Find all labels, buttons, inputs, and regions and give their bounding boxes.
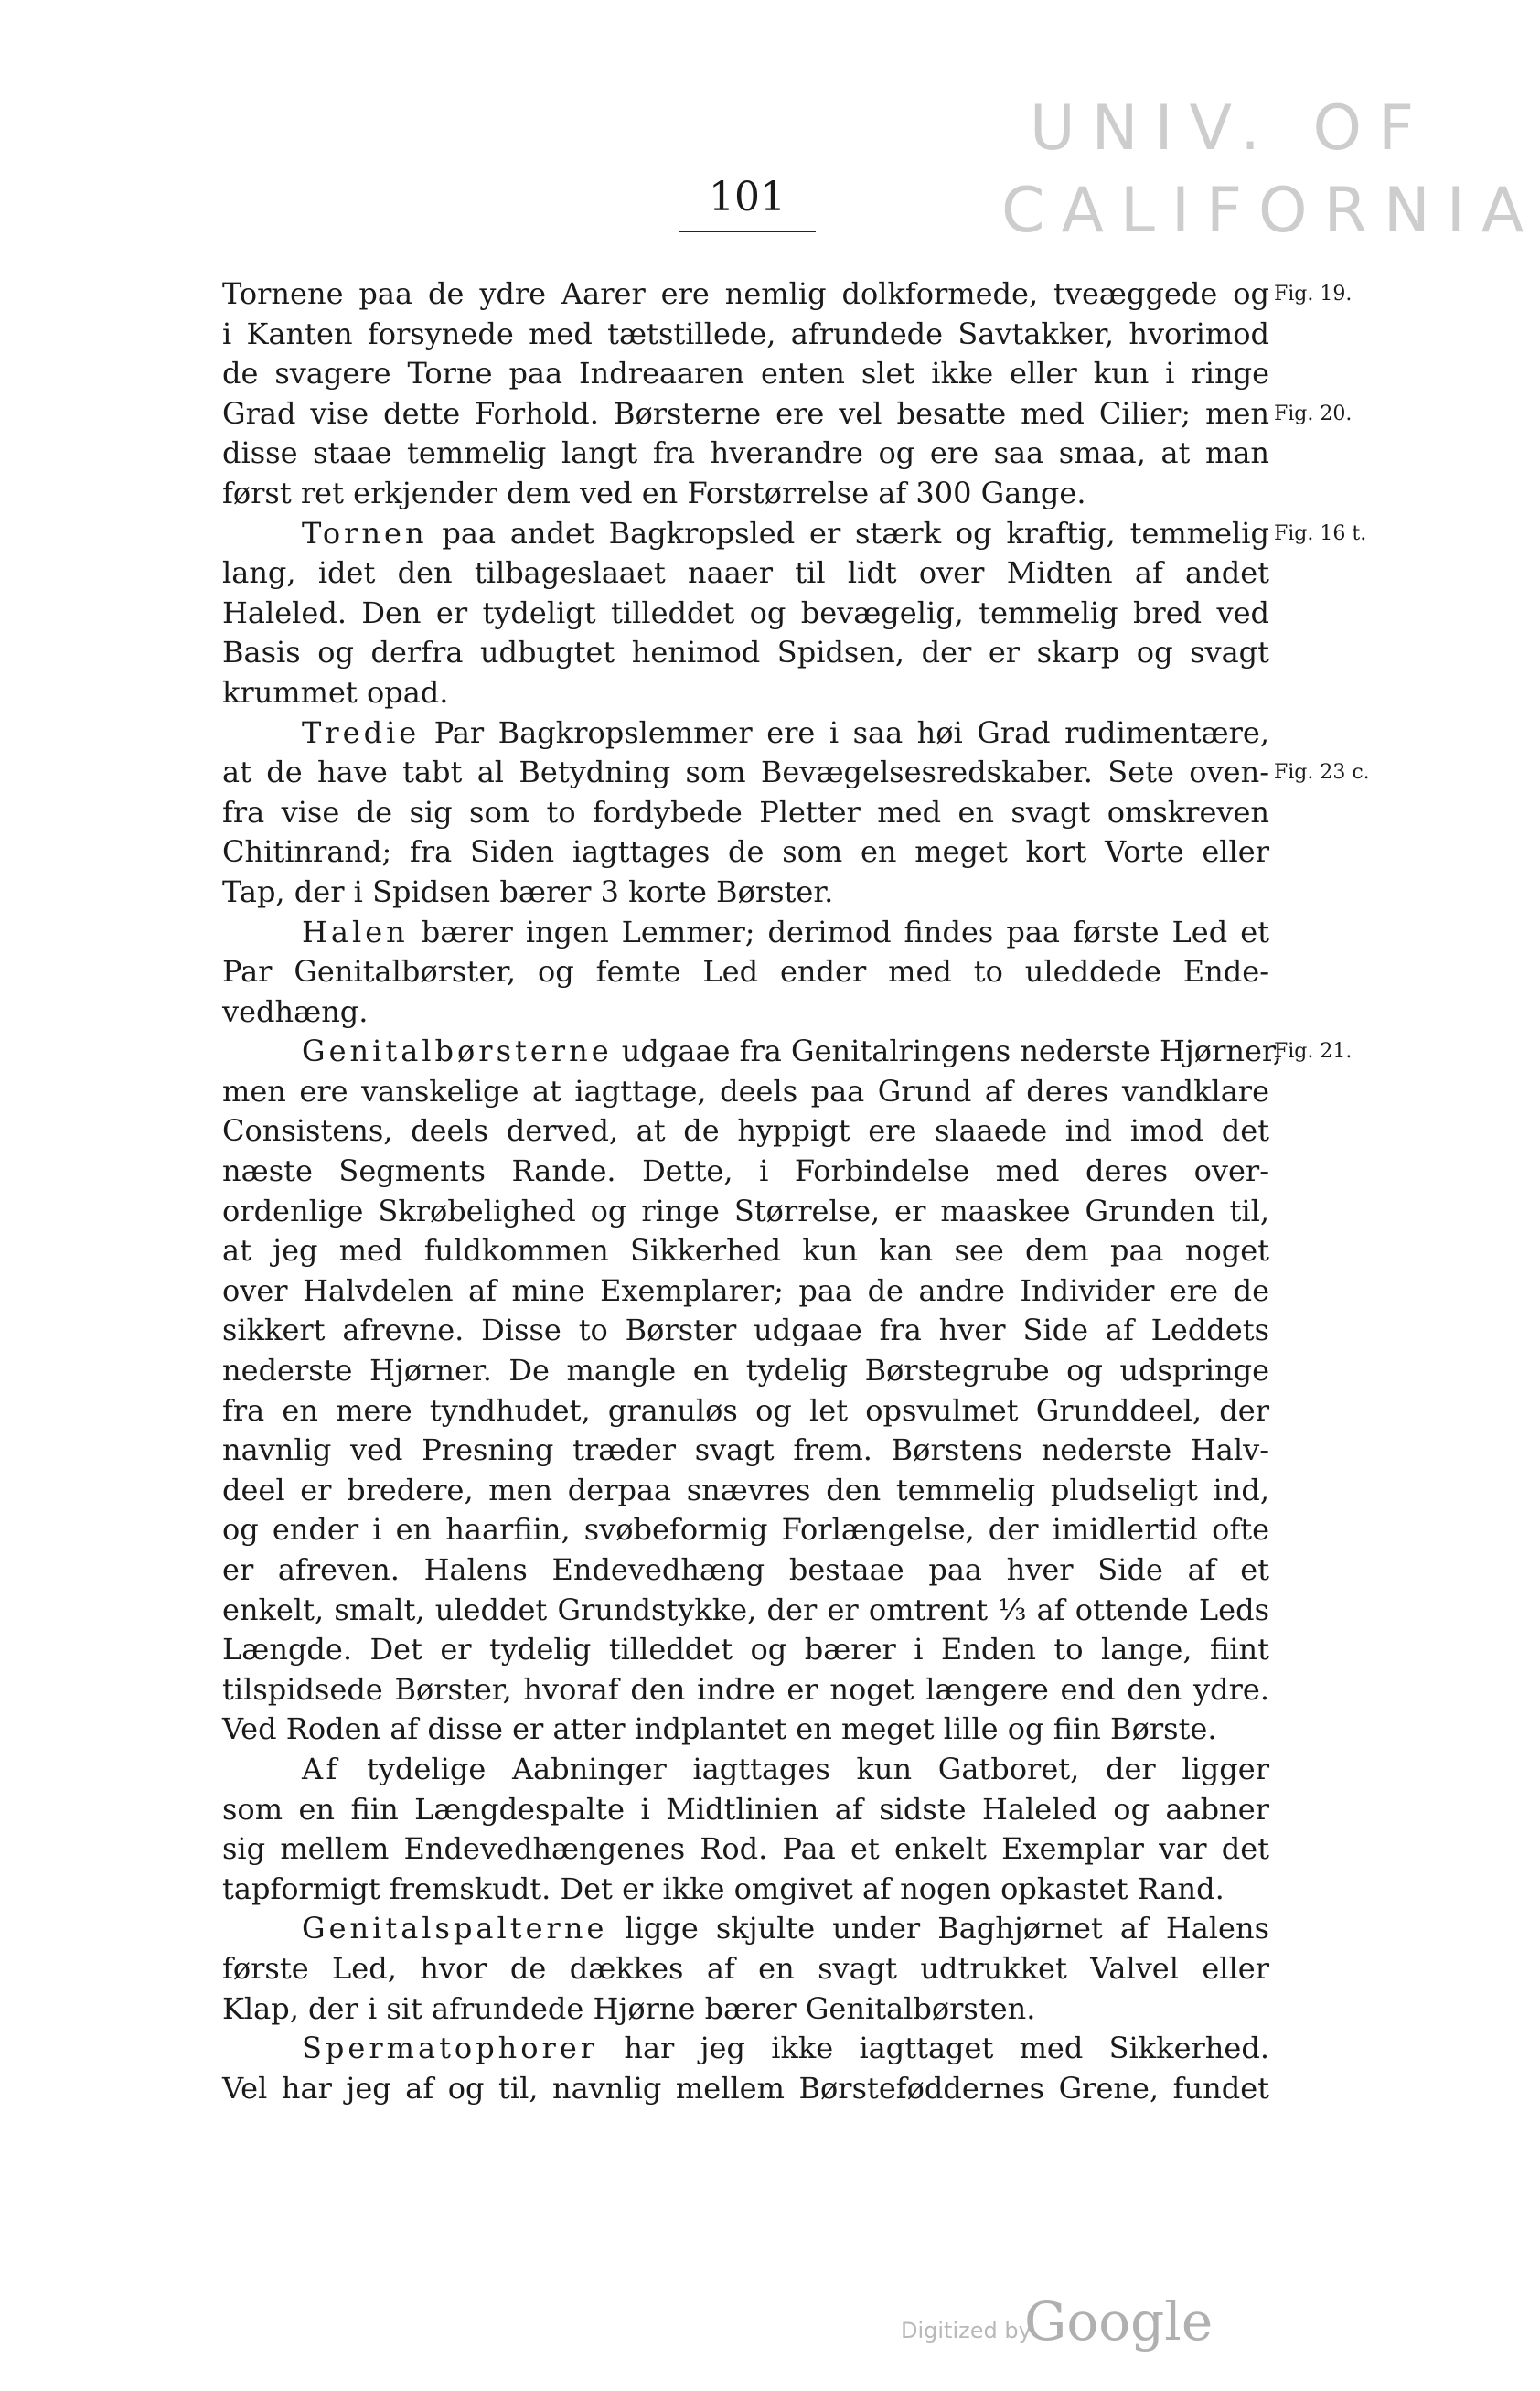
text-line: ordenlige Skrøbelighed og ringe Størrelse, er maaskee Grunden til, [222,1193,1269,1228]
text-line: er afreven. Halens Endevedhæng bestaae paa hver Side af et [222,1552,1269,1587]
emphasized-lead-word: Genitalbørsterne [302,1034,613,1069]
text-line: Grad vise dette Forhold. Børsterne ere vel besatte med Cilier; men [222,395,1269,431]
text-line: Genitalspalterne ligge skjulte under Baghjørnet af Halens [302,1911,1269,1946]
emphasized-lead-word: Tornen [302,515,428,551]
figure-ref: Fig. 19. [1274,283,1353,306]
text-line: Klap, der i sit afrundede Hjørne bærer Genitalbørsten. [222,1990,1036,2026]
text-line: vedhæng. [222,993,369,1029]
text-line: tapformigt fremskudt. Det er ikke omgivet af nogen opkastet Rand. [222,1871,1225,1906]
text-line: disse staae temmelig langt fra hverandre og ere saa smaa, at man [222,435,1269,471]
text-line: over Halvdelen af mine Exemplarer; paa de andre Individer ere de [222,1272,1269,1308]
text-line: Tornene paa de ydre Aarer ere nemlig dolkformede, tveæggede og [222,276,1269,311]
text-line: sikkert afrevne. Disse to Børster udgaae fra hver Side af Leddets [222,1313,1269,1348]
text-line: men ere vanskelige at iagttage, deels paa Grund af deres vandklare [222,1073,1269,1109]
text-line: først ret erkjender dem ved en Forstørrelse af 300 Gange. [222,475,1086,510]
page-number: 101 [709,174,786,220]
text-line: Ved Roden af disse er atter indplantet en meget lille og fiin Børste. [222,1711,1217,1747]
text-line: Basis og derfra udbugtet henimod Spidsen, der er skarp og svagt [222,635,1269,670]
text-line: de svagere Torne paa Indreaaren enten slet ikke eller kun i ringe [222,356,1269,391]
text-line: deel er bredere, men derpaa snævres den temmelig pludseligt ind, [222,1472,1269,1507]
text-line: fra vise de sig som to fordybede Pletter med en svagt omskreven [222,794,1269,830]
emphasized-lead-word: Spermatophorer [302,2031,599,2066]
text-line: og ender i en haarfiin, svøbeformig Forlængelse, der imidlertid ofte [222,1512,1269,1548]
text-line: Par Genitalbørster, og femte Led ender med to uleddede Ende- [222,954,1269,990]
text-line: Tredie Par Bagkropslemmer ere i saa høi Grad rudimentære, [302,714,1269,750]
digitized-by-google-watermark [901,2290,1212,2354]
body-text [222,274,1282,2108]
text-line: at de have tabt al Betydning som Bevægelsesredskaber. Sete oven- [222,755,1269,790]
text-line: Vel har jeg af og til, navnlig mellem Børsteføddernes Grene, fundet [222,2070,1269,2106]
page-number-rule [679,231,816,232]
text-line: som en fiin Længdespalte i Midtlinien af sidste Haleled og aabner [222,1791,1269,1827]
text-line: tilspidsede Børster, hvoraf den indre er noget længere end den ydre. [222,1671,1269,1707]
text-line: Consistens, deels derved, at de hyppigt ere slaaede ind imod det [222,1113,1269,1149]
emphasized-lead-word: Halen [302,914,409,949]
text-line: Chitinrand; fra Siden iagttages de som en meget kort Vorte eller [222,834,1269,870]
library-stamp-line-1: UNIV. OF [1029,92,1431,165]
text-line: første Led, hvor de dækkes af en svagt udtrukket Valvel eller [222,1950,1269,1986]
text-line: Tap, der i Spidsen bærer 3 korte Børster. [222,874,834,909]
google-logo: Google [1024,2290,1214,2353]
library-stamp-line-2: CALIFORNIA [1001,175,1540,247]
text-line: navnlig ved Presning træder svagt frem. Børstens nederste Halv- [222,1432,1269,1468]
text-line: i Kanten forsynede med tætstillede, afrundede Savtakker, hvorimod [222,316,1269,351]
figure-ref: Fig. 23 c. [1274,761,1370,785]
text-line: nederste Hjørner. De mangle en tydelig Børstegrube og udspringe [222,1353,1269,1388]
library-stamp [1001,88,1540,271]
text-line: Haleled. Den er tydeligt tilleddet og bevægelig, temmelig bred ved [222,595,1269,630]
text-line: næste Segments Rande. Dette, i Forbindelse med deres over- [222,1153,1269,1189]
emphasized-lead-word: Tredie [302,714,421,750]
text-line: fra en mere tyndhudet, granuløs og let opsvulmet Grunddeel, der [222,1392,1269,1428]
text-line: Halen bærer ingen Lemmer; derimod findes paa første Led et [302,914,1269,949]
figure-ref: Fig. 20. [1274,402,1353,425]
text-line: Af tydelige Aabninger iagttages kun Gatboret, der ligger [302,1751,1269,1786]
text-line: Tornen paa andet Bagkropsled er stærk og kraftig, temmelig [302,515,1269,551]
text-line: sig mellem Endevedhængenes Rod. Paa et enkelt Exemplar var det [222,1831,1269,1867]
figure-ref: Fig. 21. [1274,1040,1353,1064]
text-line: Genitalbørsterne udgaae fra Genitalringens nederste Hjørner, [302,1034,1282,1069]
text-line: Spermatophorer har jeg ikke iagttaget med Sikkerhed. [302,2031,1269,2066]
figure-ref: Fig. 16 t. [1274,521,1367,545]
digitized-by-label: Digitized by [901,2318,1032,2343]
emphasized-lead-word: Genitalspalterne [302,1911,608,1946]
text-line: enkelt, smalt, uleddet Grundstykke, der er omtrent ⅓ af ottende Leds [222,1592,1269,1627]
text-line: Længde. Det er tydelig tilleddet og bærer i Enden to lange, fiint [222,1632,1269,1667]
emphasized-lead-word: Af [302,1751,341,1786]
text-line: krummet opad. [222,674,449,710]
text-line: lang, idet den tilbageslaaet naaer til lidt over Midten af andet [222,555,1269,591]
text-line: at jeg med fuldkommen Sikkerhed kun kan see dem paa noget [222,1233,1269,1269]
